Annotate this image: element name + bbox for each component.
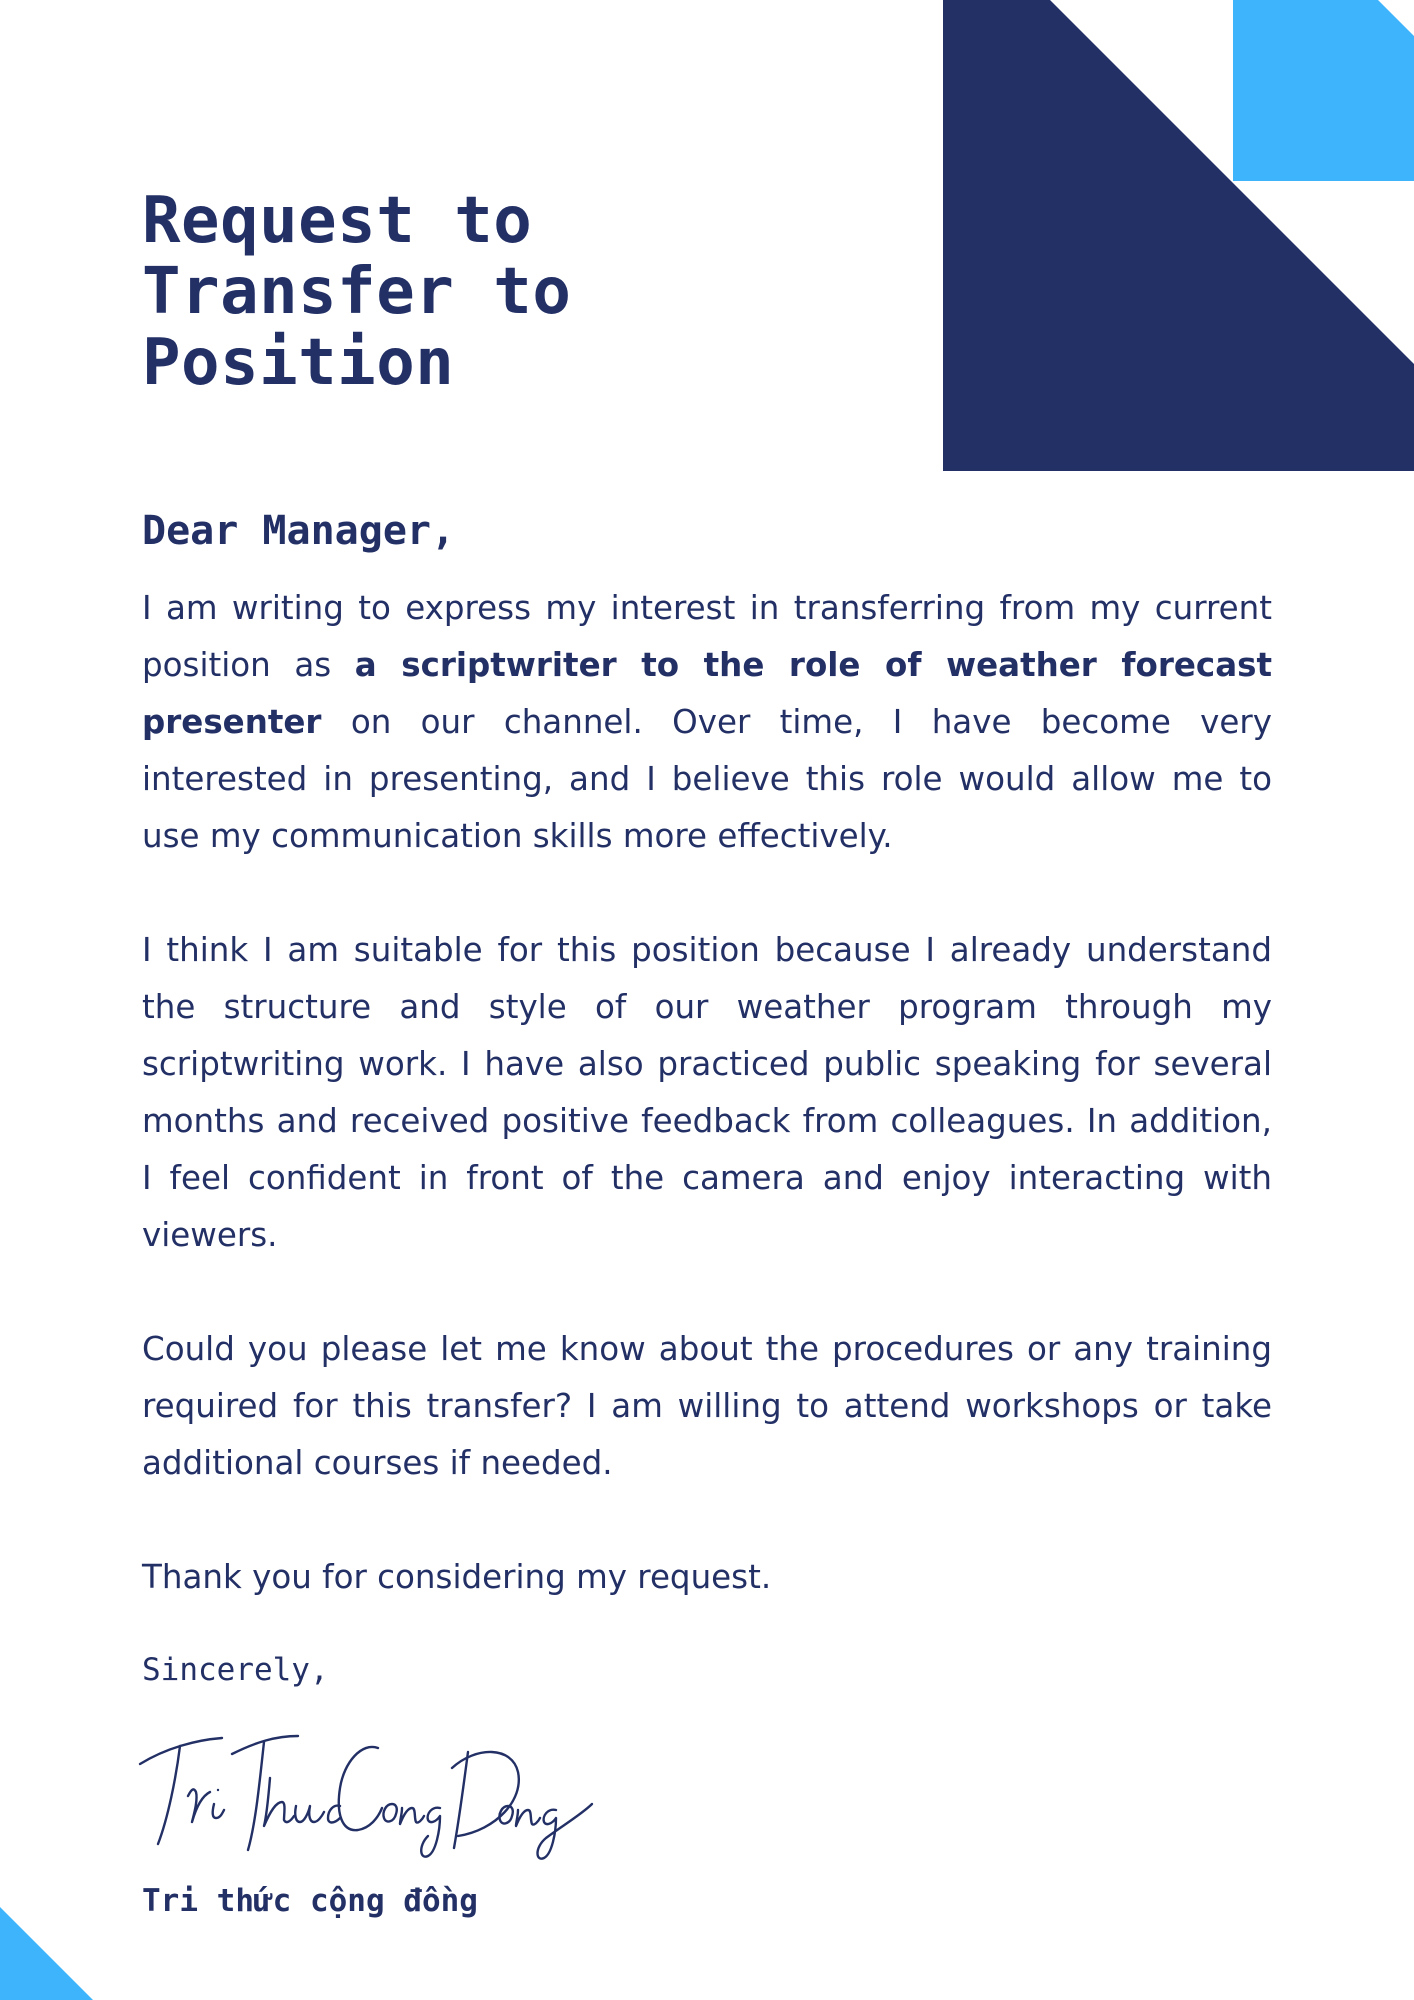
title-line: Request to — [142, 184, 533, 258]
bold-emphasis: a scriptwriter to the role of weather forecast presenter — [142, 646, 1273, 741]
paragraph-text: I am writing to express my interest in transferring from my current position as — [142, 589, 1272, 684]
white-small-triangle — [1378, 0, 1414, 36]
closing: Sincerely, — [142, 1652, 329, 1688]
salutation: Dear Manager, — [142, 508, 456, 554]
navy-corner-block — [943, 0, 1414, 471]
body-paragraph-1 — [142, 580, 1272, 865]
title-line: Position — [142, 326, 455, 400]
white-triangle-overlay — [1050, 0, 1414, 364]
signer-name: Tri thức cộng đồng — [142, 1883, 478, 1919]
paragraph-text: on our channel. Over time, I have become very interested in presenting, and I believe this role would allow me to use my communication skills more effectively. — [142, 703, 1272, 855]
page-title — [142, 186, 571, 399]
sky-blue-square — [1233, 0, 1414, 181]
title-line: Transfer to — [142, 255, 572, 329]
body-paragraph-3: Could you please let me know about the procedures or any training required for this transfer? I am willing to attend workshops or take additional courses if needed. — [142, 1330, 1272, 1482]
body-paragraph-4: Thank you for considering my request. — [142, 1558, 772, 1596]
handwritten-signature — [136, 1718, 606, 1868]
body-paragraph-2: I think I am suitable for this position because I already understand the structure and style of our weather program through my scriptwriting work. I have also practiced public speaking for several months and received positive feedback from colleagues. In addition, I feel confident in front of the camera and enjoy interacting with viewers. — [142, 931, 1272, 1254]
sky-blue-bottom-triangle — [0, 1907, 93, 2000]
